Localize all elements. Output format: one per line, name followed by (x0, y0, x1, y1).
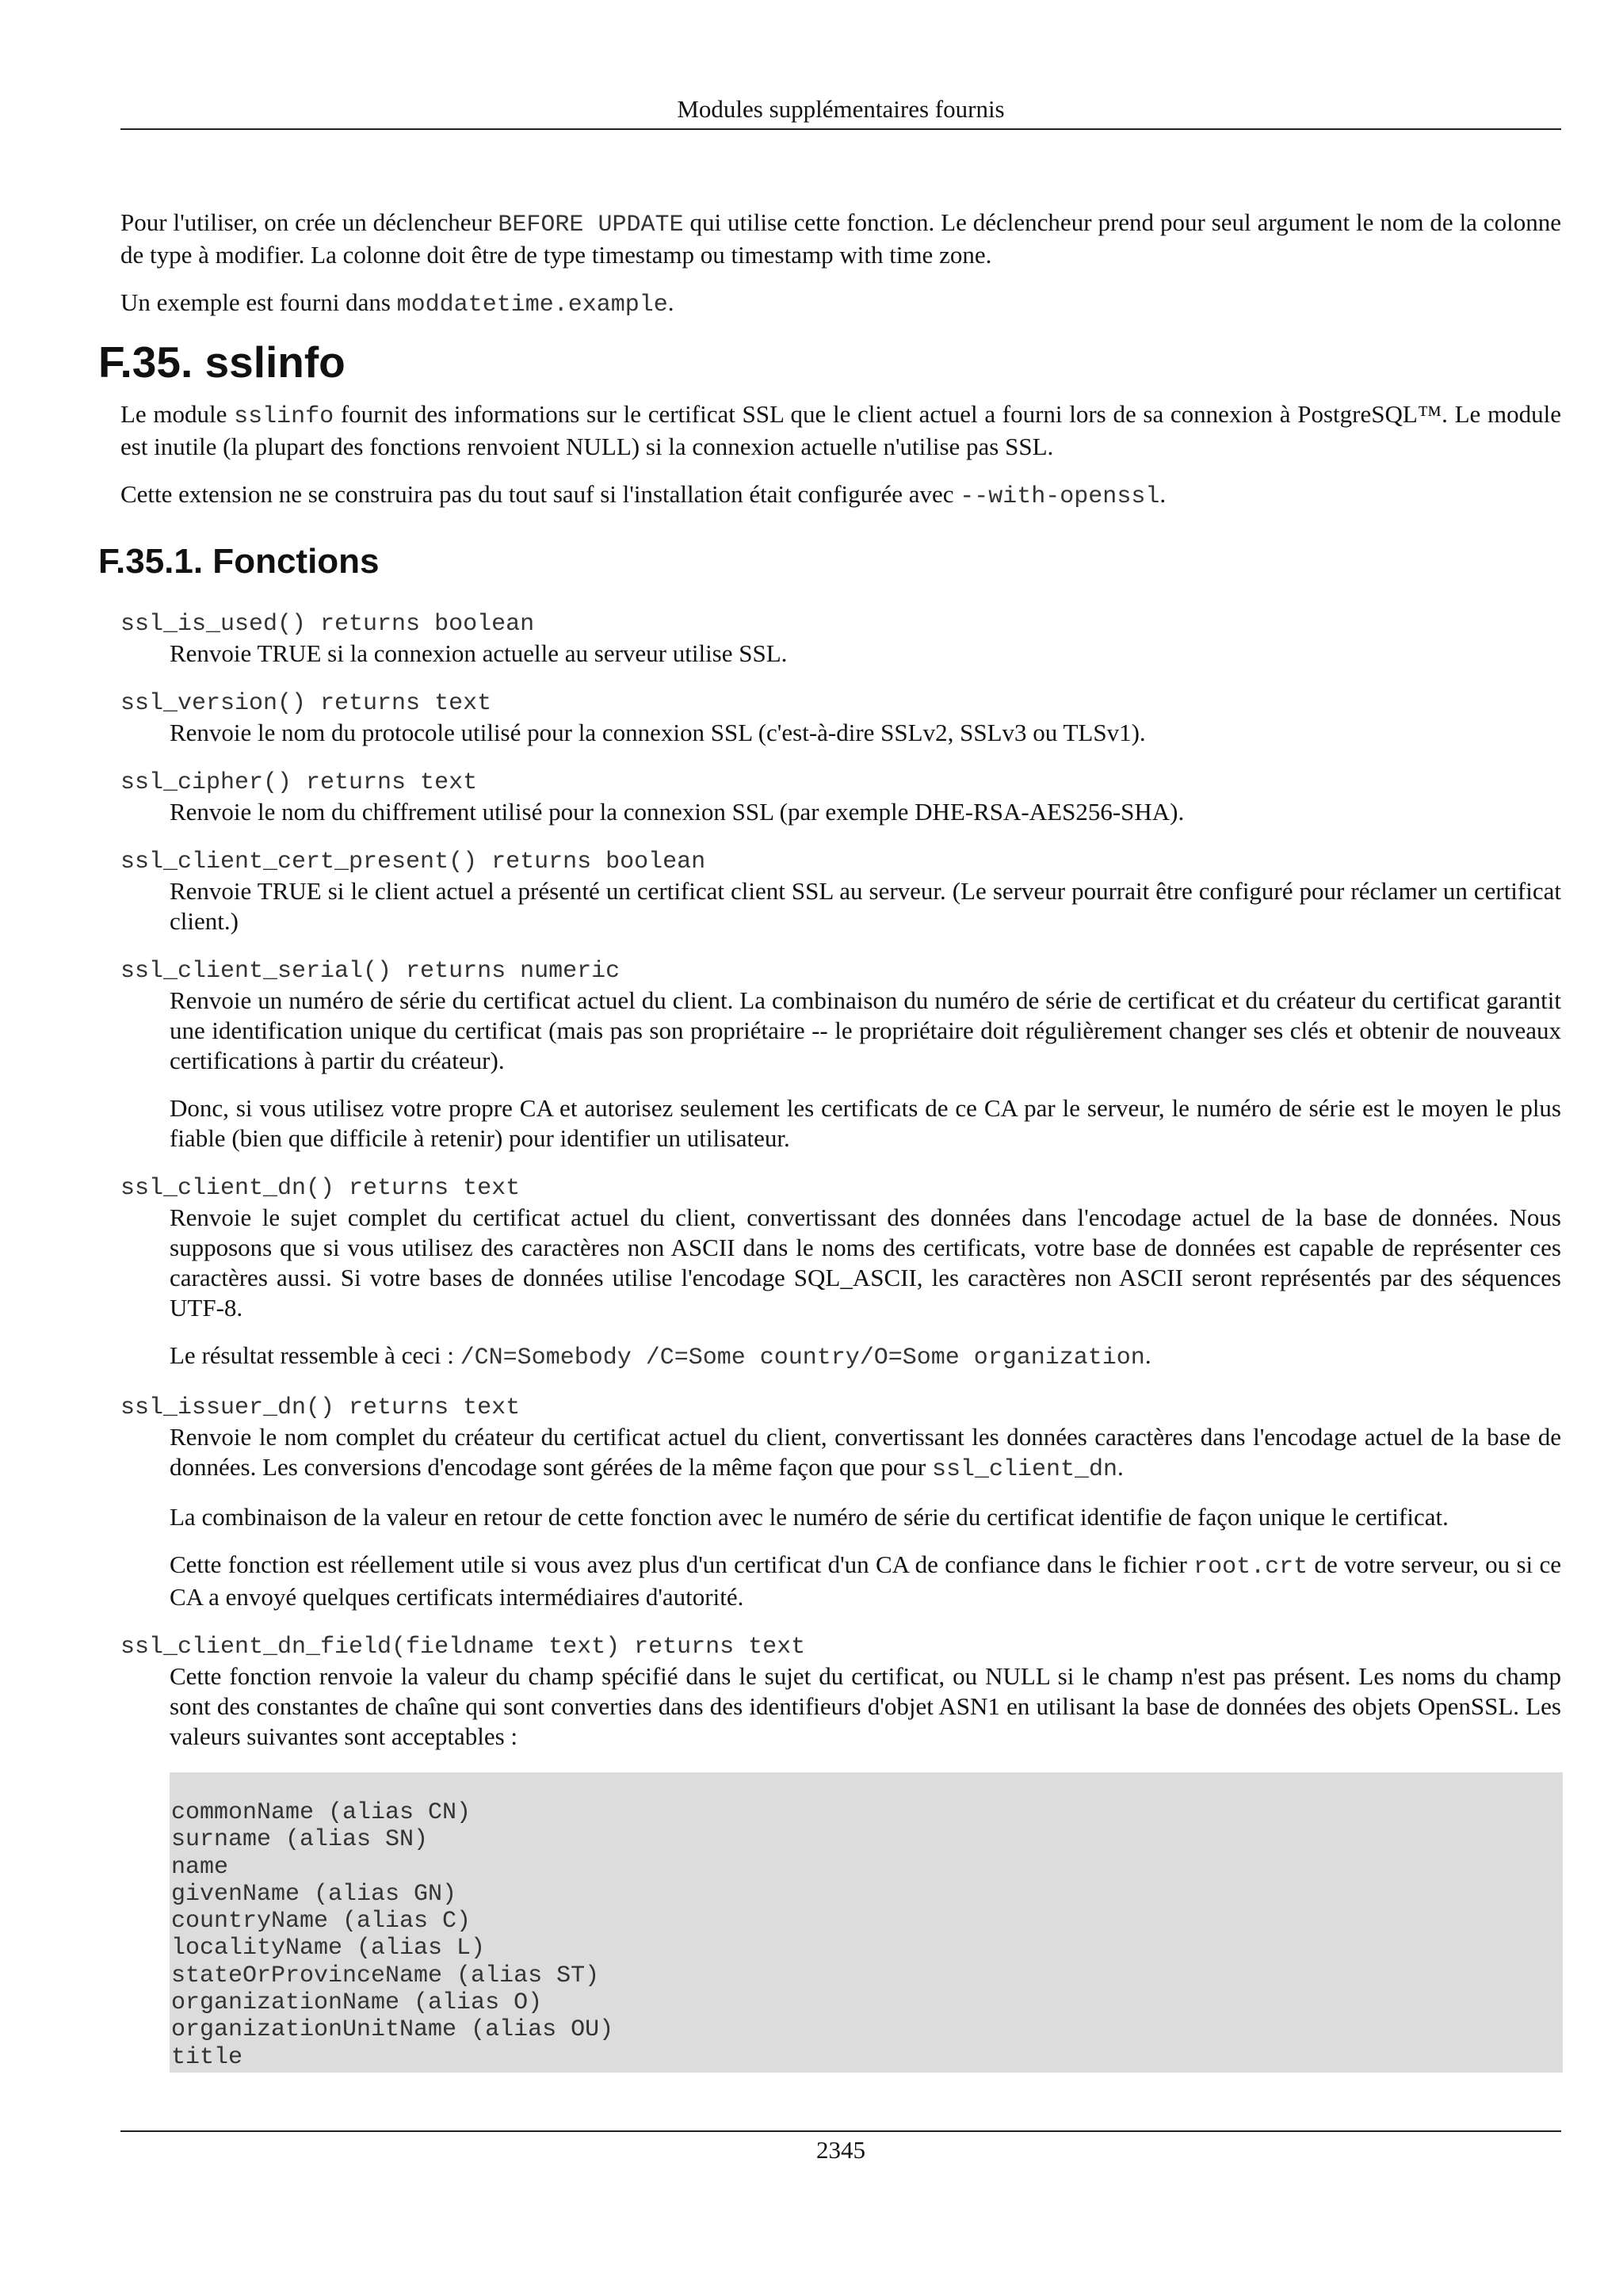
function-description: Renvoie TRUE si le client actuel a présenté un certificat client SSL au serveur. (Le serveur pourrait être configuré pour réclamer un certificat client.) (170, 877, 1561, 935)
function-signature: ssl_client_dn_field(fieldname text) returns text (120, 1634, 806, 1661)
code-block (170, 1772, 1563, 2073)
function-signature: ssl_client_cert_present() returns boolean (120, 849, 706, 875)
function-signature: ssl_version() returns text (120, 690, 492, 717)
code-line: givenName (alias GN) (171, 1880, 457, 1908)
footer-rule (120, 2130, 1561, 2132)
inline-code: /CN=Somebody /C=Some country/O=Some organization (460, 1344, 1145, 1371)
function-description: Cette fonction est réellement utile si vous avez plus d'un certificat d'un CA de confiance dans le fichier root.crt de votre serveur, ou si ce CA a envoyé quelques certificats intermédiaires d'autorité. (170, 1550, 1562, 1611)
function-description: Renvoie le nom du chiffrement utilisé pour la connexion SSL (par exemple DHE-RSA-AES256-SHA). (170, 798, 1185, 826)
inline-code: sslinfo (234, 403, 334, 430)
function-signature: ssl_issuer_dn() returns text (120, 1394, 521, 1421)
function-description: Renvoie un numéro de série du certificat actuel du client. La combinaison du numéro de série de certificat et du créateur du certificat garantit une identification unique du certificat (mais pas son propriétaire -- le propriétaire doit régulièrement changer ses clés et obtenir de nouveaux certifications à partir du créateur). (170, 986, 1561, 1074)
inline-code: moddatetime.example (396, 292, 668, 318)
code-line: stateOrProvinceName (alias ST) (171, 1962, 600, 1989)
page-number: 2345 (816, 2136, 865, 2164)
function-description: Renvoie TRUE si la connexion actuelle au serveur utilise SSL. (170, 639, 788, 667)
code-line: surname (alias SN) (171, 1826, 429, 1854)
function-signature: ssl_cipher() returns text (120, 769, 478, 796)
section-paragraph-2: Cette extension ne se construira pas du tout sauf si l'installation était configurée avec --with-openssl. (120, 480, 1167, 510)
function-description: Renvoie le nom du protocole utilisé pour la connexion SSL (c'est-à-dire SSLv2, SSLv3 ou TLSv1). (170, 719, 1146, 746)
code-line: title (171, 2043, 243, 2071)
function-signature: ssl_is_used() returns boolean (120, 611, 535, 638)
function-description: La combinaison de la valeur en retour de cette fonction avec le numéro de série du certificat identifie de façon unique le certificat. (170, 1503, 1449, 1531)
intro-paragraph-2: Un exemple est fourni dans moddatetime.example. (120, 288, 674, 318)
inline-code: ssl_client_dn (931, 1456, 1117, 1483)
code-line: commonName (alias CN) (171, 1799, 472, 1826)
function-description: Renvoie le nom complet du créateur du certificat actuel du client, convertissant les données caractères dans l'encodage actuel de la base de données. Les conversions d'encodage sont gérées de la même façon que pour ssl_client_dn. (170, 1423, 1561, 1483)
function-description: Donc, si vous utilisez votre propre CA et autorisez seulement les certificats de ce CA par le serveur, le numéro de série est le moyen le plus fiable (bien que difficile à retenir) pour identifier un utilisateur. (170, 1094, 1561, 1152)
inline-code: --with-openssl (960, 483, 1160, 510)
function-description: Le résultat ressemble à ceci : /CN=Somebody /C=Some country/O=Some organization. (170, 1341, 1151, 1371)
section-title: F.35. sslinfo (98, 338, 346, 387)
running-header: Modules supplémentaires fournis (677, 95, 1005, 123)
function-description: Cette fonction renvoie la valeur du champ spécifié dans le sujet du certificat, ou NULL si le champ n'est pas présent. Les noms du champ sont des constantes de chaîne qui sont converties dans des identifieurs d'objet ASN1 en utilisant la base de données des objets OpenSSL. Les valeurs suivantes sont acceptables : (170, 1662, 1561, 1750)
code-line: localityName (alias L) (171, 1935, 486, 1962)
code-line: countryName (alias C) (171, 1908, 472, 1936)
page-content (0, 208, 1623, 2073)
function-description: Renvoie le sujet complet du certificat actuel du client, convertissant des données dans l'encodage actuel de la base de données. Nous supposons que si vous utilisez des caractères non ASCII dans le noms des certificats, votre base de données est capable de représenter ces caractères aussi. Si votre bases de données utilise l'encodage SQL_ASCII, les caractères non ASCII seront représentés par des séquences UTF-8. (170, 1203, 1561, 1322)
function-signature: ssl_client_dn() returns text (120, 1175, 521, 1202)
code-line: organizationName (alias O) (171, 1989, 543, 2017)
header-rule (120, 128, 1561, 130)
section-paragraph-1: Le module sslinfo fournit des informations sur le certificat SSL que le client actuel a fourni lors de sa connexion à PostgreSQL™. Le module est inutile (la plupart des fonctions renvoient NULL) si la connexion actuelle n'utilise pas SSL. (120, 400, 1561, 460)
function-signature: ssl_client_serial() returns numeric (120, 958, 621, 985)
inline-code: root.crt (1193, 1554, 1308, 1581)
code-line: organizationUnitName (alias OU) (171, 2016, 614, 2044)
subsection-title: F.35.1. Fonctions (98, 542, 380, 581)
intro-paragraph-1: Pour l'utiliser, on crée un déclencheur BEFORE UPDATE qui utilise cette fonction. Le déclencheur prend pour seul argument le nom de la colonne de type à modifier. La colonne doit être de type timestamp ou timestamp with time zone. (120, 208, 1562, 269)
code-line: name (171, 1853, 229, 1881)
inline-code: BEFORE UPDATE (498, 212, 684, 238)
